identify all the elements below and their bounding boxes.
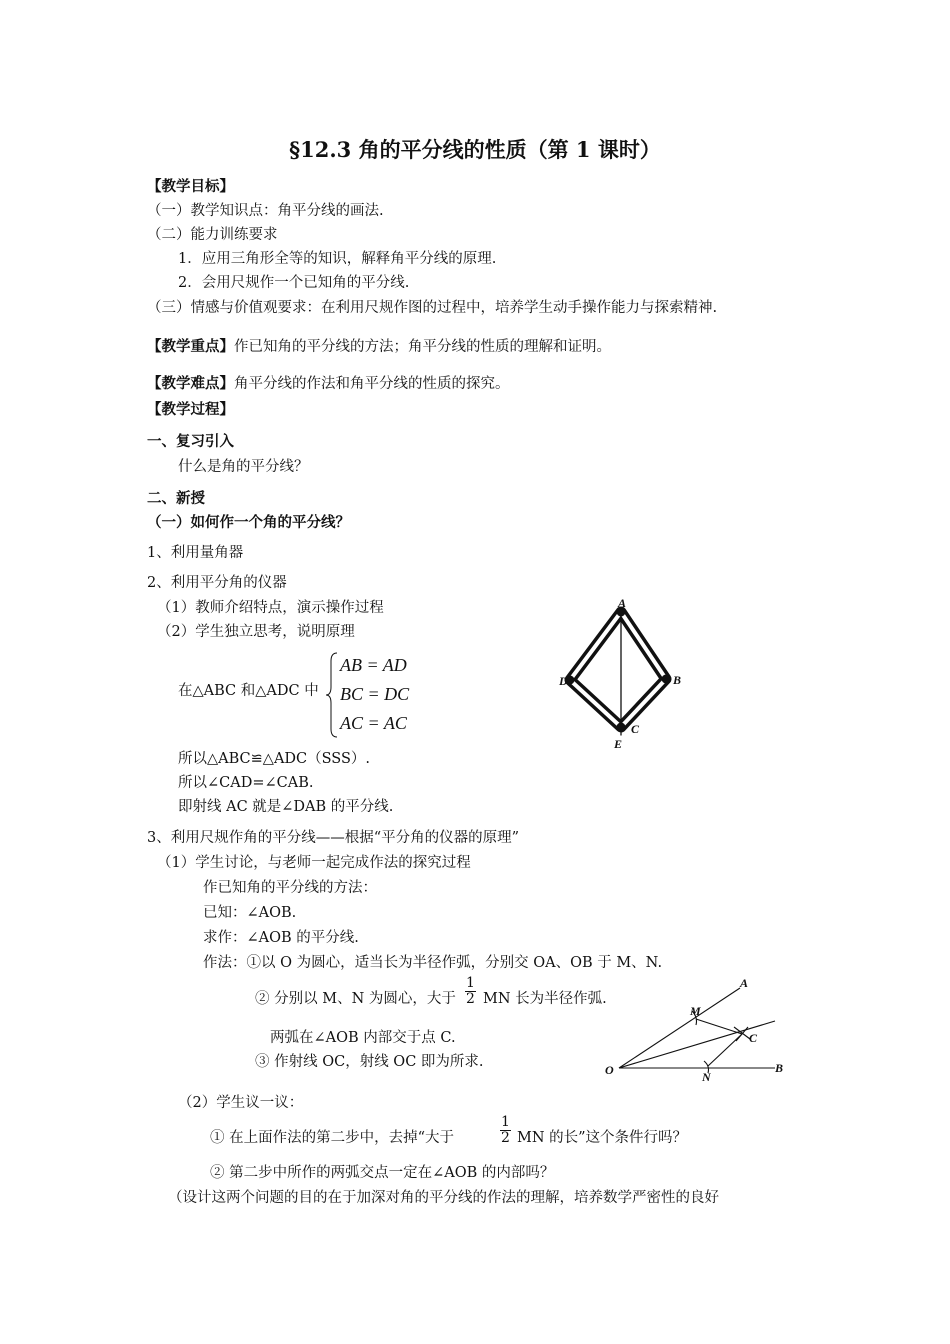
instrument-label-c: C (631, 722, 640, 736)
equation-brace (329, 651, 339, 739)
question-2: ② 第二步中所作的两弧交点一定在∠AOB 的内部吗？ (210, 1165, 555, 1181)
proof-intro: 在△ABC 和△ADC 中 (178, 683, 319, 699)
given: 已知：∠AOB. (203, 905, 297, 921)
fraction-denominator-2: 2 (501, 1130, 510, 1146)
key-point-text: 作已知角的平分线的方法；角平分线的性质的理解和证明。 (234, 339, 611, 355)
objectives-heading: 【教学目标】 (147, 178, 234, 195)
method-protractor: 1、利用量角器 (147, 545, 244, 561)
step-2-pre: ② 分别以 M、N 为圆心，大于 (255, 991, 456, 1007)
new-heading: 二、新授 (147, 490, 205, 507)
page-title: §12.3 角的平分线的性质（第 1 课时） (289, 137, 661, 162)
review-question: 什么是角的平分线？ (178, 459, 309, 475)
construction-label-a: A (740, 976, 749, 990)
method-compass: 3、利用尺规作角的平分线——根据“平分角的仪器的原理” (147, 830, 520, 846)
construction-label-c: C (749, 1031, 758, 1045)
fraction-half (465, 976, 476, 1007)
design-note: （设计这两个问题的目的在于加深对角的平分线的作法的理解，培养数学严密性的良好 (168, 1190, 719, 1206)
step-2-post: MN 长为半径作弧. (483, 991, 607, 1007)
review-heading: 一、复习引入 (147, 433, 234, 450)
process-heading: 【教学过程】 (147, 401, 234, 418)
objective-values: （三）情感与价值观要求：在利用尺规作图的过程中，培养学生动手操作能力与探索精神. (147, 300, 718, 316)
conclusion-bisector: 即射线 AC 就是∠DAB 的平分线. (178, 799, 394, 815)
key-point-label: 【教学重点】 (147, 338, 234, 355)
step-1: 作法：①以 O 为圆心，适当长为半径作弧，分别交 OA、OB 于 M、N. (203, 955, 663, 971)
construction-label-n: N (702, 1070, 711, 1084)
question-1-post: MN 的长”这个条件行吗？ (517, 1130, 688, 1146)
step-3: ③ 作射线 OC，射线 OC 即为所求. (255, 1054, 484, 1070)
objective-ability-1: 1．应用三角形全等的知识，解释角平分线的原理. (178, 251, 497, 267)
difficulty-text: 角平分线的作法和角平分线的性质的探究。 (234, 376, 510, 392)
fraction-denominator: 2 (466, 991, 475, 1007)
construction-figure (600, 975, 800, 1085)
instrument-figure (555, 595, 705, 755)
method-instrument-1: （1）教师介绍特点，演示操作过程 (157, 600, 384, 616)
objective-ability: （二）能力训练要求 (147, 227, 278, 243)
objective-ability-2: 2．会用尺规作一个已知角的平分线. (178, 275, 410, 291)
new-sub1: （一）如何作一个角的平分线？ (147, 514, 350, 531)
conclusion-congruent: 所以△ABC≌△ADC（SSS）. (178, 751, 371, 767)
difficulty-label: 【教学难点】 (147, 375, 234, 392)
instrument-label-a: A (618, 596, 627, 610)
construction-label-m: M (690, 1004, 701, 1018)
key-point (147, 337, 611, 357)
question-1-pre: ① 在上面作法的第二步中，去掉“大于 (210, 1130, 455, 1146)
objective-knowledge: （一）教学知识点：角平分线的画法. (147, 203, 384, 219)
fraction-numerator-2: 1 (501, 1114, 510, 1130)
equation-ab-ad: AB = AD (340, 655, 407, 675)
method-instrument: 2、利用平分角的仪器 (147, 575, 287, 591)
fraction-half-2 (500, 1115, 511, 1146)
step-2-b: 两弧在∠AOB 内部交于点 C. (270, 1030, 456, 1046)
method-instrument-2: （2）学生独立思考，说明原理 (157, 624, 355, 640)
discussion: （2）学生议一议： (178, 1095, 304, 1111)
difficulty (147, 374, 510, 394)
method-title: 作已知角的平分线的方法： (203, 880, 377, 896)
instrument-label-e: E (614, 737, 623, 751)
equation-ac-ac: AC = AC (340, 713, 407, 733)
construction-label-b: B (775, 1061, 784, 1075)
instrument-label-d: D (559, 674, 568, 688)
find: 求作：∠AOB 的平分线. (203, 930, 359, 946)
construction-label-o: O (605, 1063, 614, 1077)
method-compass-1: （1）学生讨论，与老师一起完成作法的探究过程 (157, 855, 471, 871)
equation-bc-dc: BC = DC (340, 684, 410, 704)
conclusion-angles: 所以∠CAD=∠CAB. (178, 775, 314, 791)
instrument-label-b: B (673, 673, 682, 687)
fraction-numerator: 1 (466, 975, 475, 991)
